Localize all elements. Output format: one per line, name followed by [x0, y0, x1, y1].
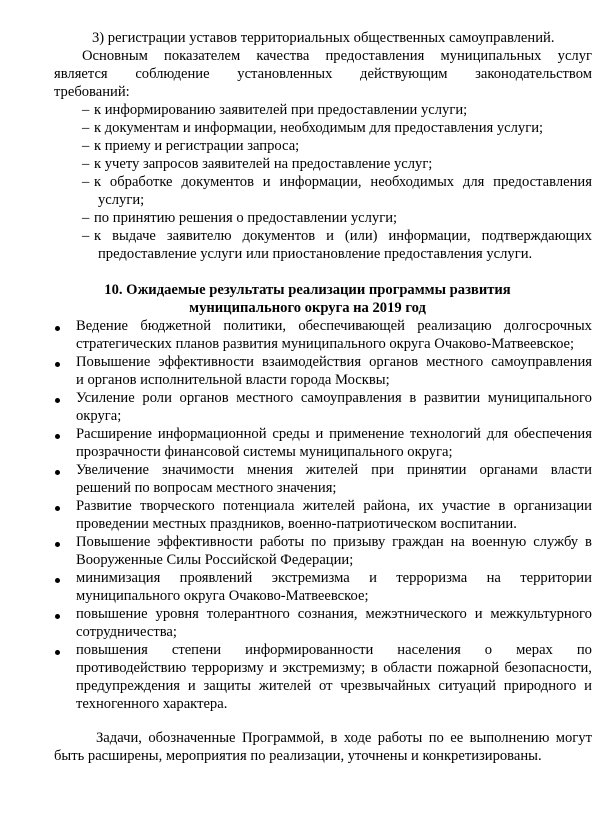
requirement-text-continuation: предоставление услуги или приостановление предоставления услуги. — [98, 246, 533, 262]
bullet-icon — [55, 614, 60, 619]
intro-paragraph-line-3: требований: — [54, 84, 130, 100]
result-item-text: Увеличение значимости мнения жителей при принятии органами власти — [76, 462, 592, 478]
result-item-line: округа; — [76, 408, 122, 424]
requirement-text-line: к выдаче заявителю документов и (или) информации, подтверждающих — [94, 228, 592, 244]
result-item-line — [76, 317, 592, 335]
result-item-line — [76, 569, 592, 587]
result-item-line: муниципального округа Очаково-Матвеевское; — [76, 588, 369, 604]
result-item-line: техногенного характера. — [76, 696, 228, 712]
result-item-text: Развитие творческого потенциала жителей района, их участие в организации — [76, 498, 592, 514]
requirement-text-continuation: услуги; — [98, 192, 145, 208]
result-item-line — [76, 659, 592, 677]
result-item-line: сотрудничества; — [76, 624, 177, 640]
result-item-line: прозрачности финансовой системы муниципального округа; — [76, 444, 453, 460]
requirement-text: к приему и регистрации запроса; — [94, 138, 300, 154]
result-item-line: решений по вопросам местного значения; — [76, 480, 337, 496]
result-item-text: Ведение бюджетной политики, обеспечивающей реализацию долгосрочных — [76, 318, 592, 334]
dash-marker: – — [82, 156, 90, 172]
result-item-line — [76, 677, 592, 695]
result-item-text: Усиление роли органов местного самоуправления в развитии муниципального — [76, 390, 592, 406]
result-item-line — [76, 389, 592, 407]
result-item-line: и органов исполнительной власти города Москвы; — [76, 372, 390, 388]
bullet-icon — [55, 398, 60, 403]
result-item-line — [76, 497, 592, 515]
bullet-icon — [55, 650, 60, 655]
requirement-text — [94, 227, 592, 245]
result-item-text: минимизация проявлений экстремизма и терроризма на территории — [76, 570, 592, 586]
bullet-icon — [55, 362, 60, 367]
bullet-icon — [55, 506, 60, 511]
requirement-text — [94, 173, 592, 191]
bullet-icon — [55, 434, 60, 439]
intro-paragraph-line-1 — [82, 47, 592, 65]
result-item-text: предупреждения и защиты жителей от чрезвычайных ситуаций природного и — [76, 678, 592, 694]
result-item-line: стратегических планов развития муниципального округа Очаково-Матвеевское; — [76, 336, 575, 352]
result-item-text: Повышение эффективности взаимодействия органов местного самоуправления — [76, 354, 592, 370]
dash-marker: – — [82, 174, 90, 190]
closing-paragraph-line-1 — [96, 729, 592, 747]
closing-paragraph-line-1-text: Задачи, обозначенные Программой, в ходе работы по ее выполнению могут — [96, 730, 592, 746]
section-heading-line-1: 10. Ожидаемые результаты реализации программы развития — [104, 282, 511, 298]
result-item-text: повышение уровня толерантного сознания, межэтнического и межкультурного — [76, 606, 592, 622]
result-item-line — [76, 605, 592, 623]
result-item-line — [76, 641, 592, 659]
bullet-icon — [55, 542, 60, 547]
result-item-text: Повышение эффективности работы по призыву граждан на военную службу в — [76, 534, 592, 550]
bullet-icon — [55, 326, 60, 331]
dash-marker: – — [82, 210, 90, 226]
requirement-text: по принятию решения о предоставлении услуги; — [94, 210, 398, 226]
dash-marker: – — [82, 228, 90, 244]
result-item-line — [76, 461, 592, 479]
section-heading-line-2: муниципального округа на 2019 год — [189, 300, 426, 316]
result-item-text: Расширение информационной среды и применение технологий для обеспечения — [76, 426, 592, 442]
result-item-text: противодействию терроризму и экстремизму; в области пожарной безопасности, — [76, 660, 592, 676]
intro-paragraph-line-2-text: является соблюдение установленных действующим законодательством — [54, 66, 592, 82]
requirement-text-line: к обработке документов и информации, необходимых для предоставления — [94, 174, 592, 190]
requirement-text: к документам и информации, необходимым для предоставления услуги; — [94, 120, 544, 136]
dash-marker: – — [82, 102, 90, 118]
bullet-icon — [55, 470, 60, 475]
intro-paragraph-line-2 — [54, 65, 592, 83]
result-item-line: проведении местных праздников, военно-патриотическом воспитании. — [76, 516, 517, 532]
result-item-line — [76, 353, 592, 371]
closing-paragraph-line-2: быть расширены, мероприятия по реализации, уточнены и конкретизированы. — [54, 748, 542, 764]
result-item-line: Вооруженные Силы Российской Федерации; — [76, 552, 354, 568]
requirement-text: к информированию заявителей при предоставлении услуги; — [94, 102, 468, 118]
result-item-line — [76, 425, 592, 443]
intro-item-3: 3) регистрации уставов территориальных общественных самоуправлений. — [92, 30, 555, 46]
result-item-text: повышения степени информированности населения о мерах по — [76, 642, 592, 658]
bullet-icon — [55, 578, 60, 583]
dash-marker: – — [82, 120, 90, 136]
intro-paragraph-line-1-text: Основным показателем качества предоставления муниципальных услуг — [82, 48, 592, 64]
requirement-text: к учету запросов заявителей на предоставление услуг; — [94, 156, 433, 172]
dash-marker: – — [82, 138, 90, 154]
result-item-line — [76, 533, 592, 551]
